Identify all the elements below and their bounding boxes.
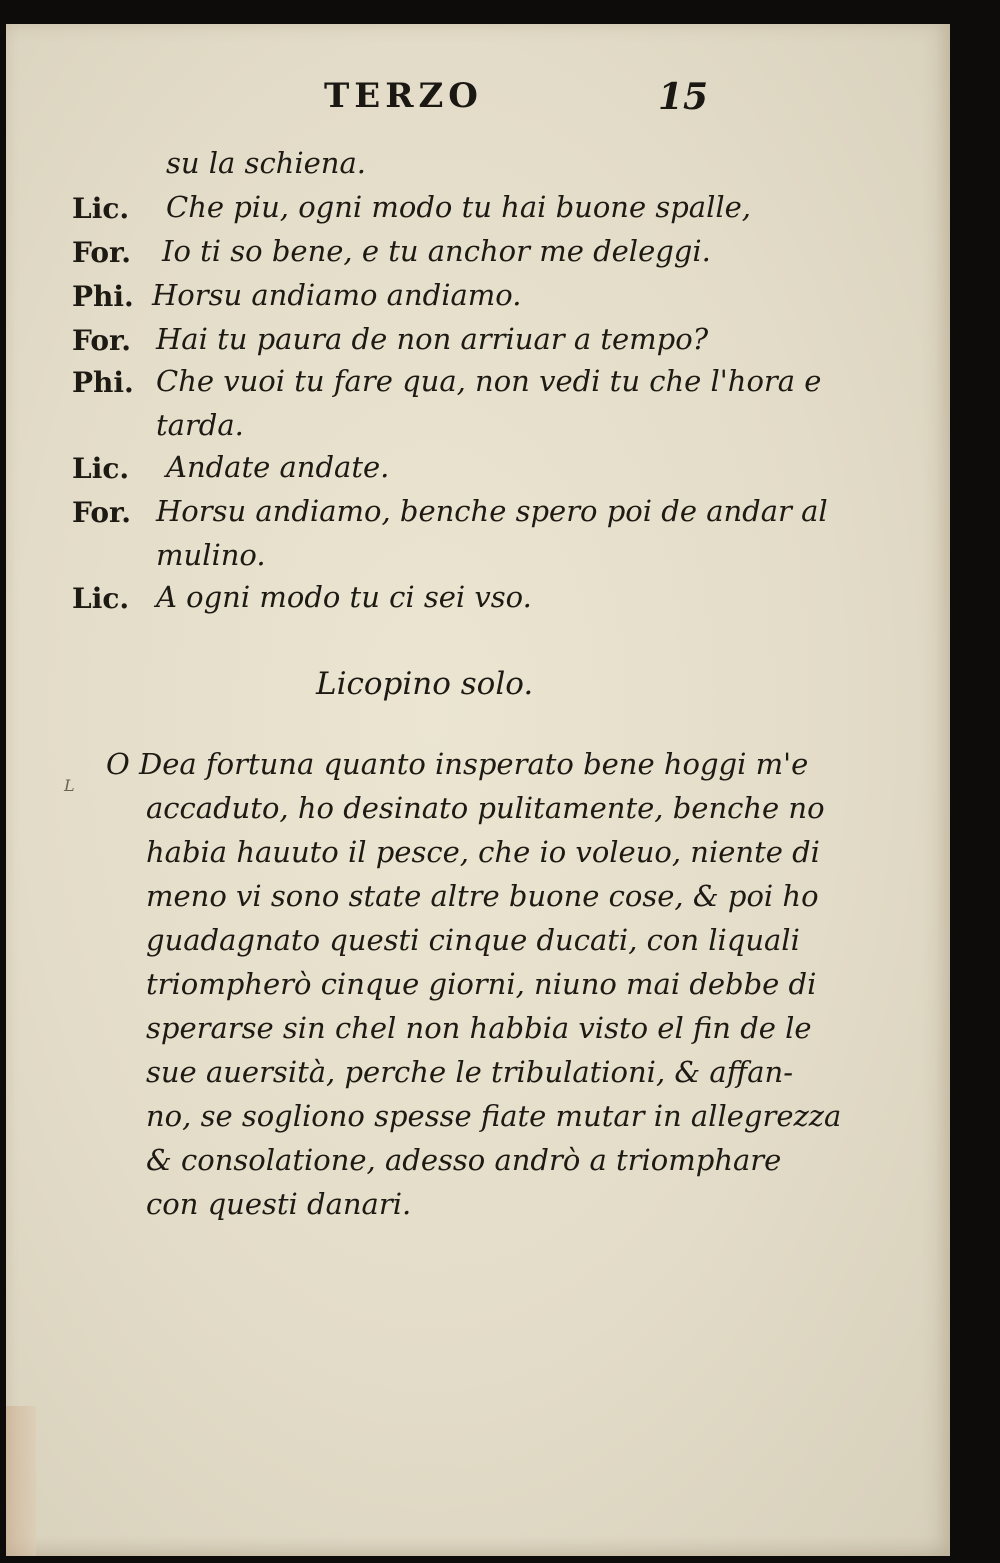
speaker-label: For. [72,236,131,269]
dialogue-line: Hai tu paura de non arriuar a tempo? [156,322,709,356]
dialogue-line: mulino. [156,538,266,572]
prose-line: meno vi sono state altre buone cose, & poi ho [146,879,819,913]
dialogue-line: Io ti so bene, e tu anchor me deleggi. [162,234,711,268]
dialogue-line: Andate andate. [166,450,390,484]
prose-line: sperarse sin chel non habbia visto el fin de le [146,1011,812,1045]
speaker-label: For. [72,324,131,357]
prose-line: habia hauuto il pesce, che io voleuo, niente di [146,835,820,869]
prose-line: no, se sogliono spesse fiate mutar in allegrezza [146,1099,842,1133]
running-title: TERZO [324,76,483,116]
dialogue-line: A ogni modo tu ci sei vso. [156,580,532,614]
prose-line: triompherò cinque giorni, niuno mai debbe di [146,967,817,1001]
dialogue-line: tarda. [156,408,244,442]
book-page [6,24,950,1556]
dialogue-line: Horsu andiamo, benche spero poi de andar al [156,494,828,528]
margin-mark: L [64,776,75,795]
prose-line: O Dea fortuna quanto insperato bene hoggi m'e [106,747,809,781]
speaker-label: Lic. [72,582,130,615]
dialogue-line: Che vuoi tu fare qua, non vedi tu che l'hora e [156,364,822,398]
prose-line: guadagnato questi cinque ducati, con liquali [146,923,800,957]
prose-line: sue auersità, perche le tribulationi, & affan- [146,1055,794,1089]
dialogue-line: Che piu, ogni modo tu hai buone spalle, [166,190,752,224]
speaker-label: Lic. [72,452,130,485]
prose-line: accaduto, ho desinato pulitamente, benche no [146,791,825,825]
speaker-label: Phi. [72,366,134,399]
prose-line: con questi danari. [146,1187,412,1221]
dialogue-line: su la schiena. [166,146,366,180]
speaker-label: Lic. [72,192,130,225]
scene-heading: Licopino solo. [316,666,534,702]
prose-line: & consolatione, adesso andrò a triomphare [146,1143,782,1177]
folio-number: 15 [658,76,709,118]
page-header [6,76,950,136]
speaker-label: Phi. [72,280,134,313]
page-edge-stain [6,1406,36,1556]
speaker-label: For. [72,496,131,529]
dialogue-line: Horsu andiamo andiamo. [152,278,522,312]
